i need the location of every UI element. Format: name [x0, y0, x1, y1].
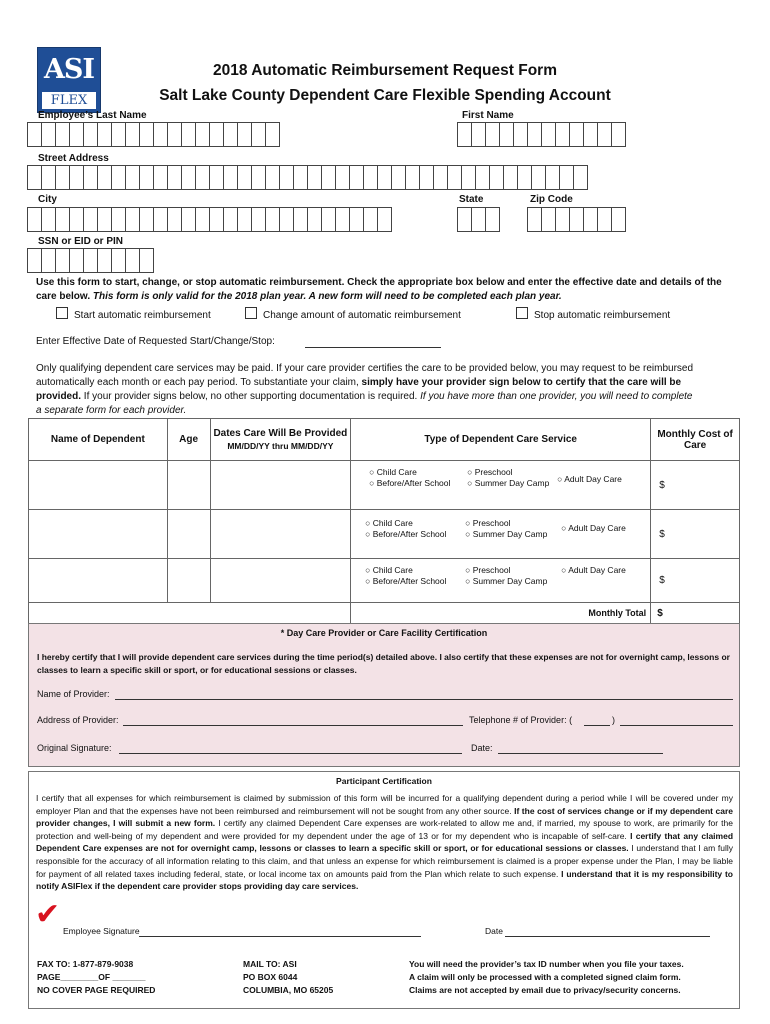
header-cost: Monthly Cost of Care	[651, 419, 740, 461]
char-box[interactable]	[499, 122, 514, 147]
char-box[interactable]	[251, 165, 266, 190]
char-box[interactable]	[293, 207, 308, 232]
char-box[interactable]	[237, 207, 252, 232]
char-box[interactable]	[223, 165, 238, 190]
logo-bottom-text: FLEX	[42, 92, 96, 109]
cost-cell[interactable]: $	[651, 559, 740, 603]
zip-label: Zip Code	[530, 194, 573, 205]
char-box[interactable]	[167, 165, 182, 190]
stop-checkbox[interactable]	[516, 307, 528, 319]
option-preschool[interactable]: ○ Preschool	[465, 564, 511, 575]
char-box[interactable]	[461, 165, 476, 190]
instructions-line1: Use this form to start, change, or stop automatic reimbursement. Check the appropriate box below and enter the effective date and details of the	[36, 277, 722, 288]
char-box[interactable]	[321, 207, 336, 232]
char-box[interactable]	[55, 165, 70, 190]
state-label: State	[459, 194, 484, 205]
first-name-label: First Name	[462, 110, 514, 121]
char-box[interactable]	[209, 207, 224, 232]
char-box[interactable]	[475, 165, 490, 190]
char-box[interactable]	[97, 165, 112, 190]
provider-name-label: Name of Provider:	[37, 689, 110, 699]
checkmark-icon: ✔	[35, 898, 61, 931]
char-box[interactable]	[293, 165, 308, 190]
char-box[interactable]	[489, 165, 504, 190]
char-box[interactable]	[209, 165, 224, 190]
char-box[interactable]	[555, 207, 570, 232]
char-box[interactable]	[125, 122, 140, 147]
char-box[interactable]	[611, 207, 626, 232]
option-before-after[interactable]: ○ Before/After School	[365, 575, 447, 586]
char-box[interactable]	[279, 207, 294, 232]
mail-info: MAIL TO: ASI PO BOX 6044 COLUMBIA, MO 65205	[243, 959, 334, 995]
char-box[interactable]	[181, 165, 196, 190]
char-box[interactable]	[167, 207, 182, 232]
char-box[interactable]	[41, 165, 56, 190]
char-box[interactable]	[125, 165, 140, 190]
option-change[interactable]: Change amount of automatic reimbursement	[245, 307, 461, 323]
char-box[interactable]	[195, 165, 210, 190]
char-box[interactable]	[41, 248, 56, 273]
header-dates: Dates Care Will Be Provided MM/DD/YY thru MM/DD/YY	[210, 419, 351, 461]
char-box[interactable]	[251, 122, 266, 147]
employee-signature-label: Employee Signature	[63, 926, 140, 936]
char-box[interactable]	[349, 207, 364, 232]
last-name-boxes[interactable]	[27, 122, 279, 147]
char-box[interactable]	[139, 122, 154, 147]
char-box[interactable]	[83, 207, 98, 232]
provider-name-field[interactable]	[115, 689, 733, 700]
char-box[interactable]	[181, 122, 196, 147]
char-box[interactable]	[265, 122, 280, 147]
char-box[interactable]	[597, 207, 612, 232]
service-type-cell	[351, 559, 651, 603]
option-stop[interactable]: Stop automatic reimbursement	[516, 307, 670, 323]
char-box[interactable]	[195, 207, 210, 232]
logo-top-text: ASI	[43, 54, 95, 85]
age-cell[interactable]	[167, 510, 210, 559]
char-box[interactable]	[55, 122, 70, 147]
provider-address-label: Address of Provider:	[37, 715, 119, 725]
char-box[interactable]	[139, 165, 154, 190]
state-boxes[interactable]	[457, 207, 499, 232]
effective-date-field[interactable]	[305, 335, 441, 348]
cost-cell[interactable]: $	[651, 461, 740, 510]
option-adult-day-care[interactable]: ○ Adult Day Care	[561, 523, 626, 533]
char-box[interactable]	[335, 165, 350, 190]
char-box[interactable]	[377, 207, 392, 232]
char-box[interactable]	[27, 207, 42, 232]
char-box[interactable]	[111, 248, 126, 273]
char-box[interactable]	[457, 122, 472, 147]
char-box[interactable]	[125, 207, 140, 232]
provider-certification-box	[28, 623, 740, 767]
char-box[interactable]	[531, 165, 546, 190]
char-box[interactable]	[503, 165, 518, 190]
char-box[interactable]	[55, 207, 70, 232]
option-child-care[interactable]: ○ Child Care	[365, 564, 413, 575]
table-row	[29, 461, 740, 510]
char-box[interactable]	[125, 248, 140, 273]
char-box[interactable]	[485, 122, 500, 147]
char-box[interactable]	[27, 122, 42, 147]
first-name-boxes[interactable]	[457, 122, 625, 147]
option-adult-day-care[interactable]: ○ Adult Day Care	[557, 474, 622, 484]
char-box[interactable]	[167, 122, 182, 147]
header-age: Age	[167, 419, 210, 461]
street-label: Street Address	[38, 153, 109, 164]
option-child-care[interactable]: ○ Child Care	[369, 467, 417, 477]
char-box[interactable]	[139, 207, 154, 232]
option-start[interactable]: Start automatic reimbursement	[56, 307, 211, 323]
char-box[interactable]	[457, 207, 472, 232]
provider-phone-close: )	[612, 715, 615, 725]
provider-cert-title: * Day Care Provider or Care Facility Certification	[280, 628, 488, 638]
provider-area-code-field[interactable]	[584, 715, 610, 726]
dates-cell[interactable]	[210, 559, 351, 603]
char-box[interactable]	[597, 122, 612, 147]
form-title: 2018 Automatic Reimbursement Request Form	[213, 62, 557, 79]
char-box[interactable]	[321, 165, 336, 190]
char-box[interactable]	[139, 248, 154, 273]
option-child-care[interactable]: ○ Child Care	[365, 518, 413, 528]
provider-phone-label: Telephone # of Provider: (	[469, 715, 573, 725]
street-boxes[interactable]	[27, 165, 587, 190]
service-type-cell	[351, 461, 651, 510]
char-box[interactable]	[307, 207, 322, 232]
dates-cell[interactable]	[210, 461, 351, 510]
char-box[interactable]	[83, 165, 98, 190]
char-box[interactable]	[447, 165, 462, 190]
char-box[interactable]	[569, 122, 584, 147]
provider-signature-label: Original Signature:	[37, 743, 112, 753]
option-summer-camp[interactable]: ○ Summer Day Camp	[467, 478, 550, 488]
fax-info: FAX TO: 1-877-879-9038 PAGE________OF _______ NO COVER PAGE REQUIRED	[37, 959, 156, 995]
instructions-para: Only qualifying dependent care services may be paid. If your care provider certifies the care to be provided below, you may request to be reimbursed automatically each month or each pay period. To substantiate your claim, simply have your provider sign below to certify that the care will be provided. If your provider signs below, no other supporting documentation is required. If you have more than one provider, you will need to complete a separate form for each provider.	[36, 363, 694, 416]
form-subtitle: Salt Lake County Dependent Care Flexible Spending Account	[159, 87, 611, 104]
char-box[interactable]	[541, 122, 556, 147]
zip-boxes[interactable]	[527, 207, 625, 232]
char-box[interactable]	[527, 122, 542, 147]
char-box[interactable]	[83, 248, 98, 273]
ssn-label: SSN or EID or PIN	[38, 236, 124, 247]
char-box[interactable]	[223, 122, 238, 147]
char-box[interactable]	[545, 165, 560, 190]
char-box[interactable]	[485, 207, 500, 232]
char-box[interactable]	[97, 122, 112, 147]
age-cell[interactable]	[167, 461, 210, 510]
dependent-name-cell[interactable]	[29, 559, 168, 603]
char-box[interactable]	[69, 122, 84, 147]
effective-date-label: Enter Effective Date of Requested Start/Change/Stop:	[36, 336, 275, 347]
char-box[interactable]	[513, 122, 528, 147]
char-box[interactable]	[209, 122, 224, 147]
last-name-label: Employee’s Last Name	[38, 110, 147, 121]
char-box[interactable]	[349, 165, 364, 190]
participant-cert-text: I certify that all expenses for which reimbursement is claimed by submission of this form will be incurred for a qualifying dependent during a period while I will be covered under my employer Plan and that the expenses have not been reimbursed and reimbursement will not be sought from any other source. If the cost of services change or if my dependent care provider changes, I will submit a new form. I certify any claimed Dependent Care expenses are work-related to allow me and, if married, my spouse to work, are primarily for the protection and well-being of my dependent and were provided for my dependent under the age of 13 or for my dependent who is incapable of self-care. I certify that any claimed Dependent Care expenses are not for overnight camp, lessons or classes to learn a specific skill or sport, or for educational sessions or classes. I understand that I am fully responsible for the accuracy of all information relating to this claim, and that unless an expense for which reimbursement is claimed is a proper expense under the Plan, I may be liable for payment of all related taxes including federal, state, or local income tax on amounts paid from the Plan which relate to such expense. I understand that it is my responsibility to notify ASIFlex if the dependent care provider stops providing day care services.	[36, 793, 734, 892]
char-box[interactable]	[69, 165, 84, 190]
char-box[interactable]	[611, 122, 626, 147]
char-box[interactable]	[237, 122, 252, 147]
dependent-name-cell[interactable]	[29, 510, 168, 559]
option-before-after[interactable]: ○ Before/After School	[365, 529, 447, 539]
option-summer-camp[interactable]: ○ Summer Day Camp	[465, 575, 548, 586]
option-before-after[interactable]: ○ Before/After School	[369, 478, 451, 488]
participant-certification-box	[28, 771, 740, 1009]
char-box[interactable]	[153, 122, 168, 147]
provider-phone-field[interactable]	[620, 715, 733, 726]
char-box[interactable]	[237, 165, 252, 190]
char-box[interactable]	[153, 165, 168, 190]
char-box[interactable]	[195, 122, 210, 147]
char-box[interactable]	[573, 165, 588, 190]
char-box[interactable]	[55, 248, 70, 273]
char-box[interactable]	[27, 248, 42, 273]
char-box[interactable]	[265, 165, 280, 190]
char-box[interactable]	[153, 207, 168, 232]
char-box[interactable]	[555, 122, 570, 147]
char-box[interactable]	[471, 207, 486, 232]
char-box[interactable]	[307, 165, 322, 190]
provider-address-field[interactable]	[123, 715, 463, 726]
char-box[interactable]	[405, 165, 420, 190]
employee-date-field[interactable]	[505, 926, 710, 937]
char-box[interactable]	[69, 207, 84, 232]
start-checkbox[interactable]	[56, 307, 68, 319]
monthly-total-label: Monthly Total	[351, 603, 651, 624]
total-row	[29, 603, 740, 624]
claim-notes: You will need the provider’s tax ID number when you file your taxes. A claim will only be processed with a completed signed claim form. Claims are not accepted by email due to privacy/security concerns.	[409, 959, 684, 995]
service-type-cell	[351, 510, 651, 559]
char-box[interactable]	[335, 207, 350, 232]
char-box[interactable]	[559, 165, 574, 190]
provider-cert-text: I hereby certify that I will provide dependent care services during the time period(s) detailed above. I also certify that these expenses are not for overnight camp, lessons or classes to learn a specific skill or sport, or for educational sessions or classes.	[37, 652, 730, 675]
header-name: Name of Dependent	[29, 419, 168, 461]
char-box[interactable]	[69, 248, 84, 273]
char-box[interactable]	[541, 207, 556, 232]
option-adult-day-care[interactable]: ○ Adult Day Care	[561, 564, 626, 575]
option-summer-camp[interactable]: ○ Summer Day Camp	[465, 529, 548, 539]
change-checkbox[interactable]	[245, 307, 257, 319]
employee-date-label: Date	[485, 926, 503, 936]
city-label: City	[38, 194, 57, 205]
char-box[interactable]	[265, 207, 280, 232]
char-box[interactable]	[111, 165, 126, 190]
char-box[interactable]	[527, 207, 542, 232]
char-box[interactable]	[363, 165, 378, 190]
char-box[interactable]	[583, 122, 598, 147]
char-box[interactable]	[517, 165, 532, 190]
char-box[interactable]	[181, 207, 196, 232]
table-row	[29, 510, 740, 559]
dependent-name-cell[interactable]	[29, 461, 168, 510]
char-box[interactable]	[391, 165, 406, 190]
char-box[interactable]	[41, 122, 56, 147]
provider-signature-field[interactable]	[119, 743, 462, 754]
char-box[interactable]	[583, 207, 598, 232]
provider-date-field[interactable]	[498, 743, 663, 754]
monthly-total-cell[interactable]: $	[651, 603, 740, 624]
char-box[interactable]	[111, 122, 126, 147]
char-box[interactable]	[363, 207, 378, 232]
char-box[interactable]	[97, 207, 112, 232]
age-cell[interactable]	[167, 559, 210, 603]
char-box[interactable]	[279, 165, 294, 190]
table-row	[29, 559, 740, 603]
employee-signature-field[interactable]	[139, 926, 421, 937]
option-preschool[interactable]: ○ Preschool	[467, 467, 513, 477]
char-box[interactable]	[569, 207, 584, 232]
cost-cell[interactable]: $	[651, 510, 740, 559]
char-box[interactable]	[251, 207, 266, 232]
participant-cert-title: Participant Certification	[336, 776, 432, 786]
char-box[interactable]	[419, 165, 434, 190]
option-preschool[interactable]: ○ Preschool	[465, 518, 511, 528]
instructions-line2: care below. This form is only valid for the 2018 plan year. A new form will need to be completed each plan year.	[36, 291, 562, 302]
char-box[interactable]	[471, 122, 486, 147]
dependent-care-table	[28, 418, 740, 624]
char-box[interactable]	[223, 207, 238, 232]
char-box[interactable]	[377, 165, 392, 190]
char-box[interactable]	[111, 207, 126, 232]
provider-date-label: Date:	[471, 743, 493, 753]
char-box[interactable]	[41, 207, 56, 232]
char-box[interactable]	[433, 165, 448, 190]
ssn-boxes[interactable]	[27, 248, 153, 273]
char-box[interactable]	[83, 122, 98, 147]
char-box[interactable]	[97, 248, 112, 273]
dates-cell[interactable]	[210, 510, 351, 559]
city-boxes[interactable]	[27, 207, 391, 232]
header-type: Type of Dependent Care Service	[351, 419, 651, 461]
char-box[interactable]	[27, 165, 42, 190]
